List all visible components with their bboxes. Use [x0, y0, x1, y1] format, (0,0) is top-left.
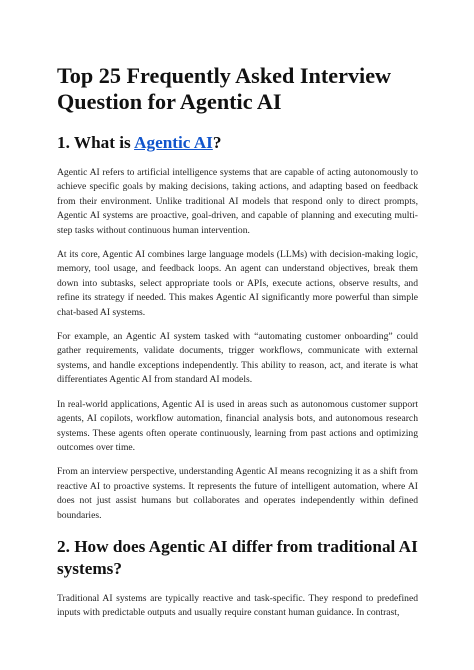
section-heading-1-prefix: 1. What is [57, 133, 135, 152]
section-1-paragraph-4: In real-world applications, Agentic AI is used in areas such as autonomous customer support agents, AI copilots, workflow automation, financial analysis bots, and autonomous research systems. These agents often operate continuously, learning from past actions and optimizing outcomes over time. [57, 398, 418, 453]
section-heading-1 [57, 132, 418, 154]
section-heading-1-suffix: ? [212, 133, 222, 152]
section-heading-2: 2. How does Agentic AI differ from traditional AI systems? [57, 536, 418, 578]
section-1-paragraph-5: From an interview perspective, understanding Agentic AI means recognizing it as a shift from reactive AI to proactive systems. It represents the future of intelligent automation, where AI does not just assist humans but collaborates and operates independently within defined boundaries. [57, 466, 418, 521]
section-1-paragraph-3: For example, an Agentic AI system tasked with “automating customer onboarding” could gather requirements, validate documents, trigger workflows, communicate with external systems, and handle exceptions independently. This ability to reason, act, and iterate is what differentiates Agentic AI from standard AI models. [57, 331, 418, 386]
document-title: Top 25 Frequently Asked Interview Question for Agentic AI [57, 63, 392, 114]
agentic-ai-link[interactable]: Agentic AI [134, 133, 213, 152]
section-2-paragraph-1: Traditional AI systems are typically reactive and task-specific. They respond to predefined inputs with predictable outputs and usually require constant human guidance. In contrast, [57, 592, 418, 619]
section-1-paragraph-2: At its core, Agentic AI combines large language models (LLMs) with decision-making logic, memory, tool usage, and feedback loops. An agent can understand objectives, break them down into subtasks, select appropriate tools or APIs, execute actions, observe results, and refine its strategy if needed. This makes Agentic AI significantly more powerful than simple chat-based AI systems. [57, 249, 418, 318]
section-1-paragraph-1: Agentic AI refers to artificial intelligence systems that are capable of acting autonomously to achieve specific goals by making decisions, taking actions, and adapting based on feedback from their environment. Unlike traditional AI models that respond only to direct prompts, Agentic AI systems are proactive, goal-driven, and capable of planning and executing multi-step tasks without continuous human intervention. [57, 167, 418, 236]
